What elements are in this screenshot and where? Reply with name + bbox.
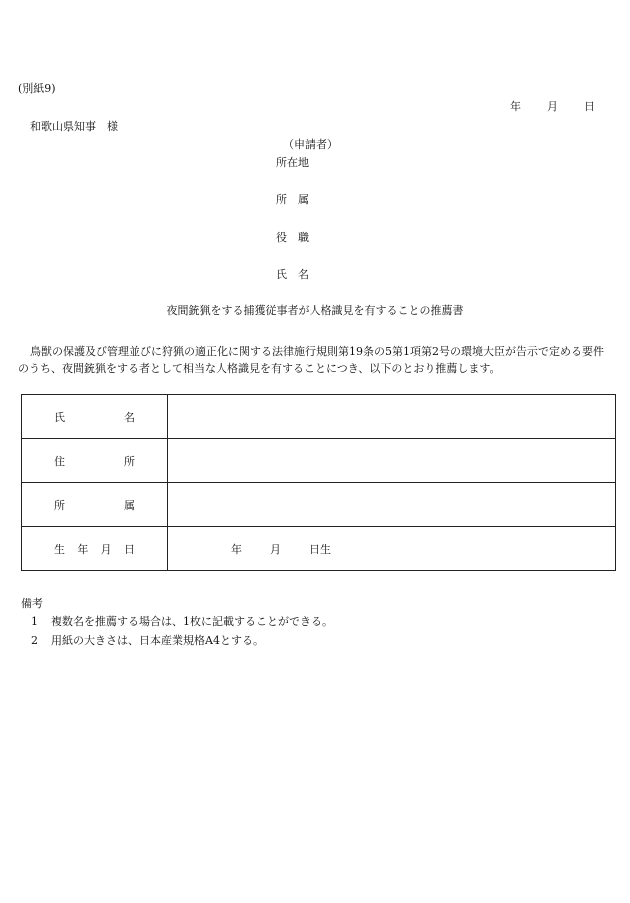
row-label-name (22, 395, 168, 439)
label-char: 月 (100, 542, 112, 556)
name-value-cell[interactable] (168, 395, 616, 439)
addressee: 和歌山県知事 様 (30, 120, 118, 133)
table-row (22, 483, 616, 527)
affiliation-value-cell[interactable] (168, 483, 616, 527)
note-number: 1 (31, 615, 38, 628)
date-year-label: 年 (510, 100, 521, 113)
label-char: 所 (124, 454, 135, 468)
note-text: 用紙の大きさは、日本産業規格A4とする。 (51, 634, 264, 647)
applicant-location-label: 所在地 (276, 156, 309, 169)
document-title: 夜間銃猟をする捕獲従事者が人格識見を有することの推薦書 (166, 304, 464, 317)
applicant-position-label: 役 職 (276, 231, 309, 244)
table-row (22, 395, 616, 439)
applicant-name-label: 氏 名 (276, 268, 309, 281)
label-char: 氏 (54, 410, 65, 424)
dob-year-label: 年 (231, 542, 242, 556)
notes-heading: 備考 (21, 597, 43, 610)
table-row (22, 439, 616, 483)
label-char: 年 (77, 542, 89, 556)
label-char: 生 (54, 542, 65, 556)
body-text: 鳥獣の保護及び管理並びに狩猟の適正化に関する法律施行規則第19条の5第1項第2号の環境大臣が告示で定める要件のうち、夜間銃猟をする者として相当な人格識見を有することにつき、以下のとおり推薦します。 (18, 345, 604, 375)
note-item (31, 615, 333, 629)
address-value-cell[interactable] (168, 439, 616, 483)
label-char: 日 (123, 542, 135, 556)
label-char: 所 (54, 498, 65, 512)
row-label-address (22, 439, 168, 483)
nominee-table (21, 394, 616, 571)
note-text: 複数名を推薦する場合は、1枚に記載することができる。 (51, 615, 333, 628)
applicant-heading: （申請者） (283, 138, 338, 151)
row-label-birthdate (22, 527, 168, 571)
label-char: 属 (124, 498, 135, 512)
date-day-label: 日 (584, 100, 595, 113)
label-char: 名 (124, 410, 135, 424)
dob-month-label: 月 (270, 542, 281, 556)
date-line (510, 100, 595, 114)
note-number: 2 (31, 634, 38, 647)
dob-day-label: 日生 (309, 542, 331, 556)
form-number: (別紙9) (18, 82, 56, 95)
date-month-label: 月 (547, 100, 558, 113)
table-row (22, 527, 616, 571)
applicant-affiliation-label: 所 属 (276, 193, 309, 206)
row-label-affiliation (22, 483, 168, 527)
birthdate-value-cell[interactable] (168, 527, 616, 571)
note-item (31, 634, 264, 648)
label-char: 住 (54, 454, 65, 468)
